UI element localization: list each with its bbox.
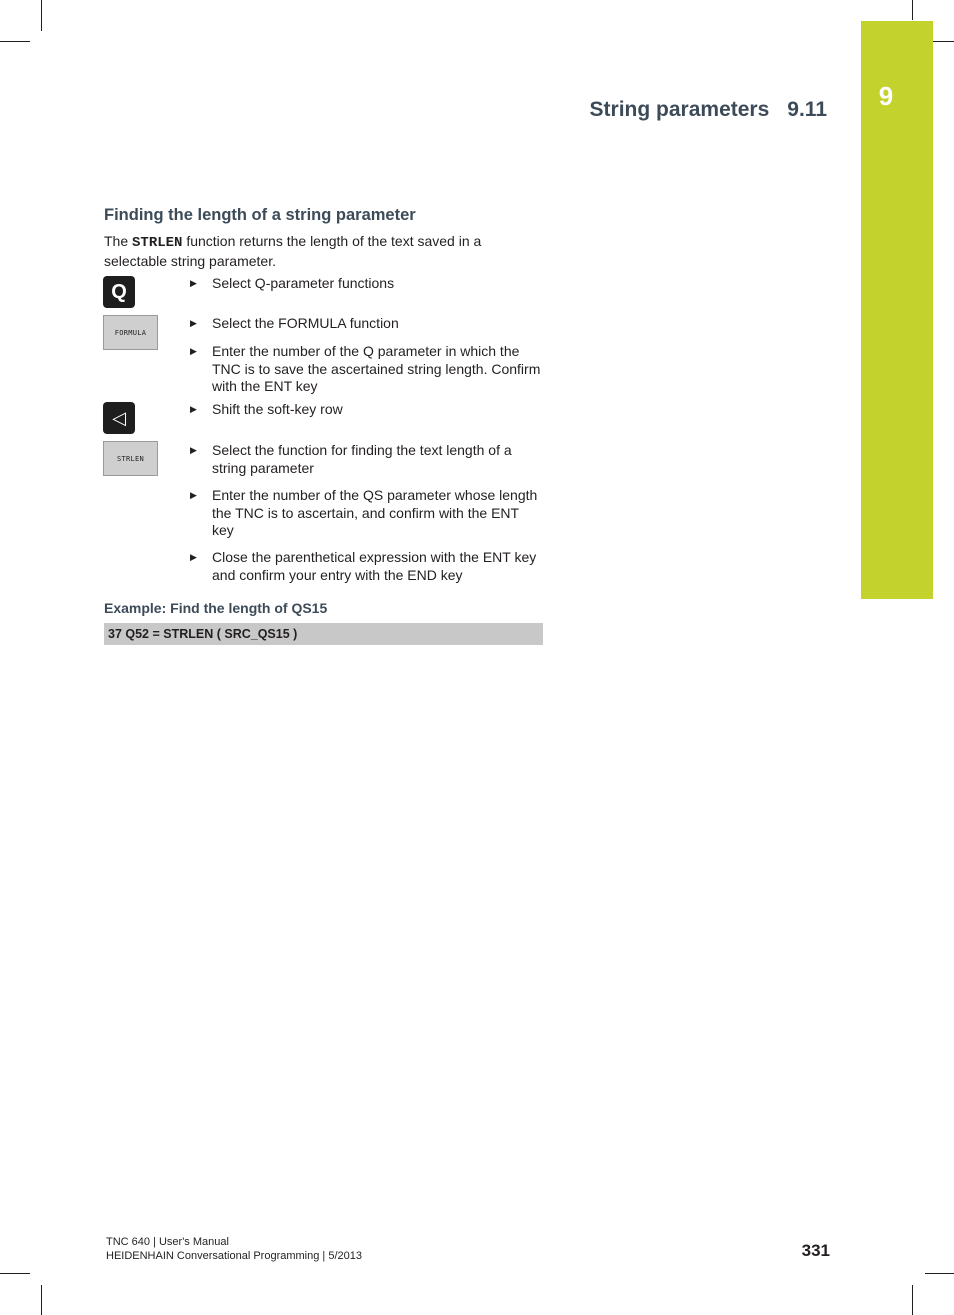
shift-softkey-row-icon: ◁ bbox=[103, 402, 135, 434]
footer bbox=[106, 1235, 362, 1263]
step-item: ▶ Select the function for finding the text length of a string parameter bbox=[190, 442, 512, 476]
footer-line-programming: HEIDENHAIN Conversational Programming | 5/2013 bbox=[106, 1250, 362, 1262]
example-title: Example: Find the length of QS15 bbox=[104, 600, 328, 616]
step-item: ▶ Shift the soft-key row bbox=[190, 401, 343, 417]
crop-mark bbox=[0, 41, 30, 42]
running-header bbox=[590, 98, 827, 122]
page-number: 331 bbox=[801, 1241, 830, 1260]
step-item: ▶ Select Q-parameter functions bbox=[190, 275, 395, 291]
intro-code-strlen: STRLEN bbox=[132, 235, 183, 251]
bullet-triangle-icon: ▶ bbox=[190, 318, 197, 328]
crop-mark bbox=[41, 1285, 42, 1315]
intro-text-end: function returns the length of the text saved in a selectable string parameter. bbox=[104, 233, 482, 269]
strlen-softkey-icon: STRLEN bbox=[103, 441, 158, 476]
step-item: ▶ Enter the number of the QS parameter whose length the TNC is to ascertain, and confirm with the ENT key bbox=[190, 487, 538, 538]
crop-mark bbox=[41, 0, 42, 31]
step-item: ▶ Close the parenthetical expression with the ENT key and confirm your entry with the END key bbox=[190, 549, 537, 583]
running-header-section: 9.11 bbox=[787, 98, 827, 121]
bullet-triangle-icon: ▶ bbox=[190, 346, 197, 356]
example-code: 37 Q52 = STRLEN ( SRC_QS15 ) bbox=[104, 623, 543, 645]
bullet-triangle-icon: ▶ bbox=[190, 552, 197, 562]
crop-mark bbox=[912, 1285, 913, 1315]
footer-line-manual: TNC 640 | User's Manual bbox=[106, 1236, 229, 1248]
running-header-title: String parameters bbox=[589, 98, 770, 121]
section-heading: Finding the length of a string parameter bbox=[104, 206, 416, 224]
intro-text-start: The bbox=[104, 233, 133, 249]
intro-paragraph bbox=[104, 233, 534, 270]
bullet-triangle-icon: ▶ bbox=[190, 490, 197, 500]
crop-mark bbox=[912, 0, 913, 20]
crop-mark bbox=[925, 1273, 954, 1274]
step-item: ▶ Enter the number of the Q parameter in which the TNC is to save the ascertained string length. Confirm with the ENT key bbox=[190, 343, 541, 394]
step-item: ▶ Select the FORMULA function bbox=[190, 315, 399, 331]
chapter-tab bbox=[861, 21, 933, 599]
q-key-icon: Q bbox=[103, 276, 135, 308]
chapter-number: 9 bbox=[878, 81, 894, 111]
crop-mark bbox=[0, 1273, 30, 1274]
bullet-triangle-icon: ▶ bbox=[190, 404, 197, 414]
formula-softkey-icon: FORMULA bbox=[103, 315, 158, 350]
bullet-triangle-icon: ▶ bbox=[190, 278, 197, 288]
bullet-triangle-icon: ▶ bbox=[190, 445, 197, 455]
